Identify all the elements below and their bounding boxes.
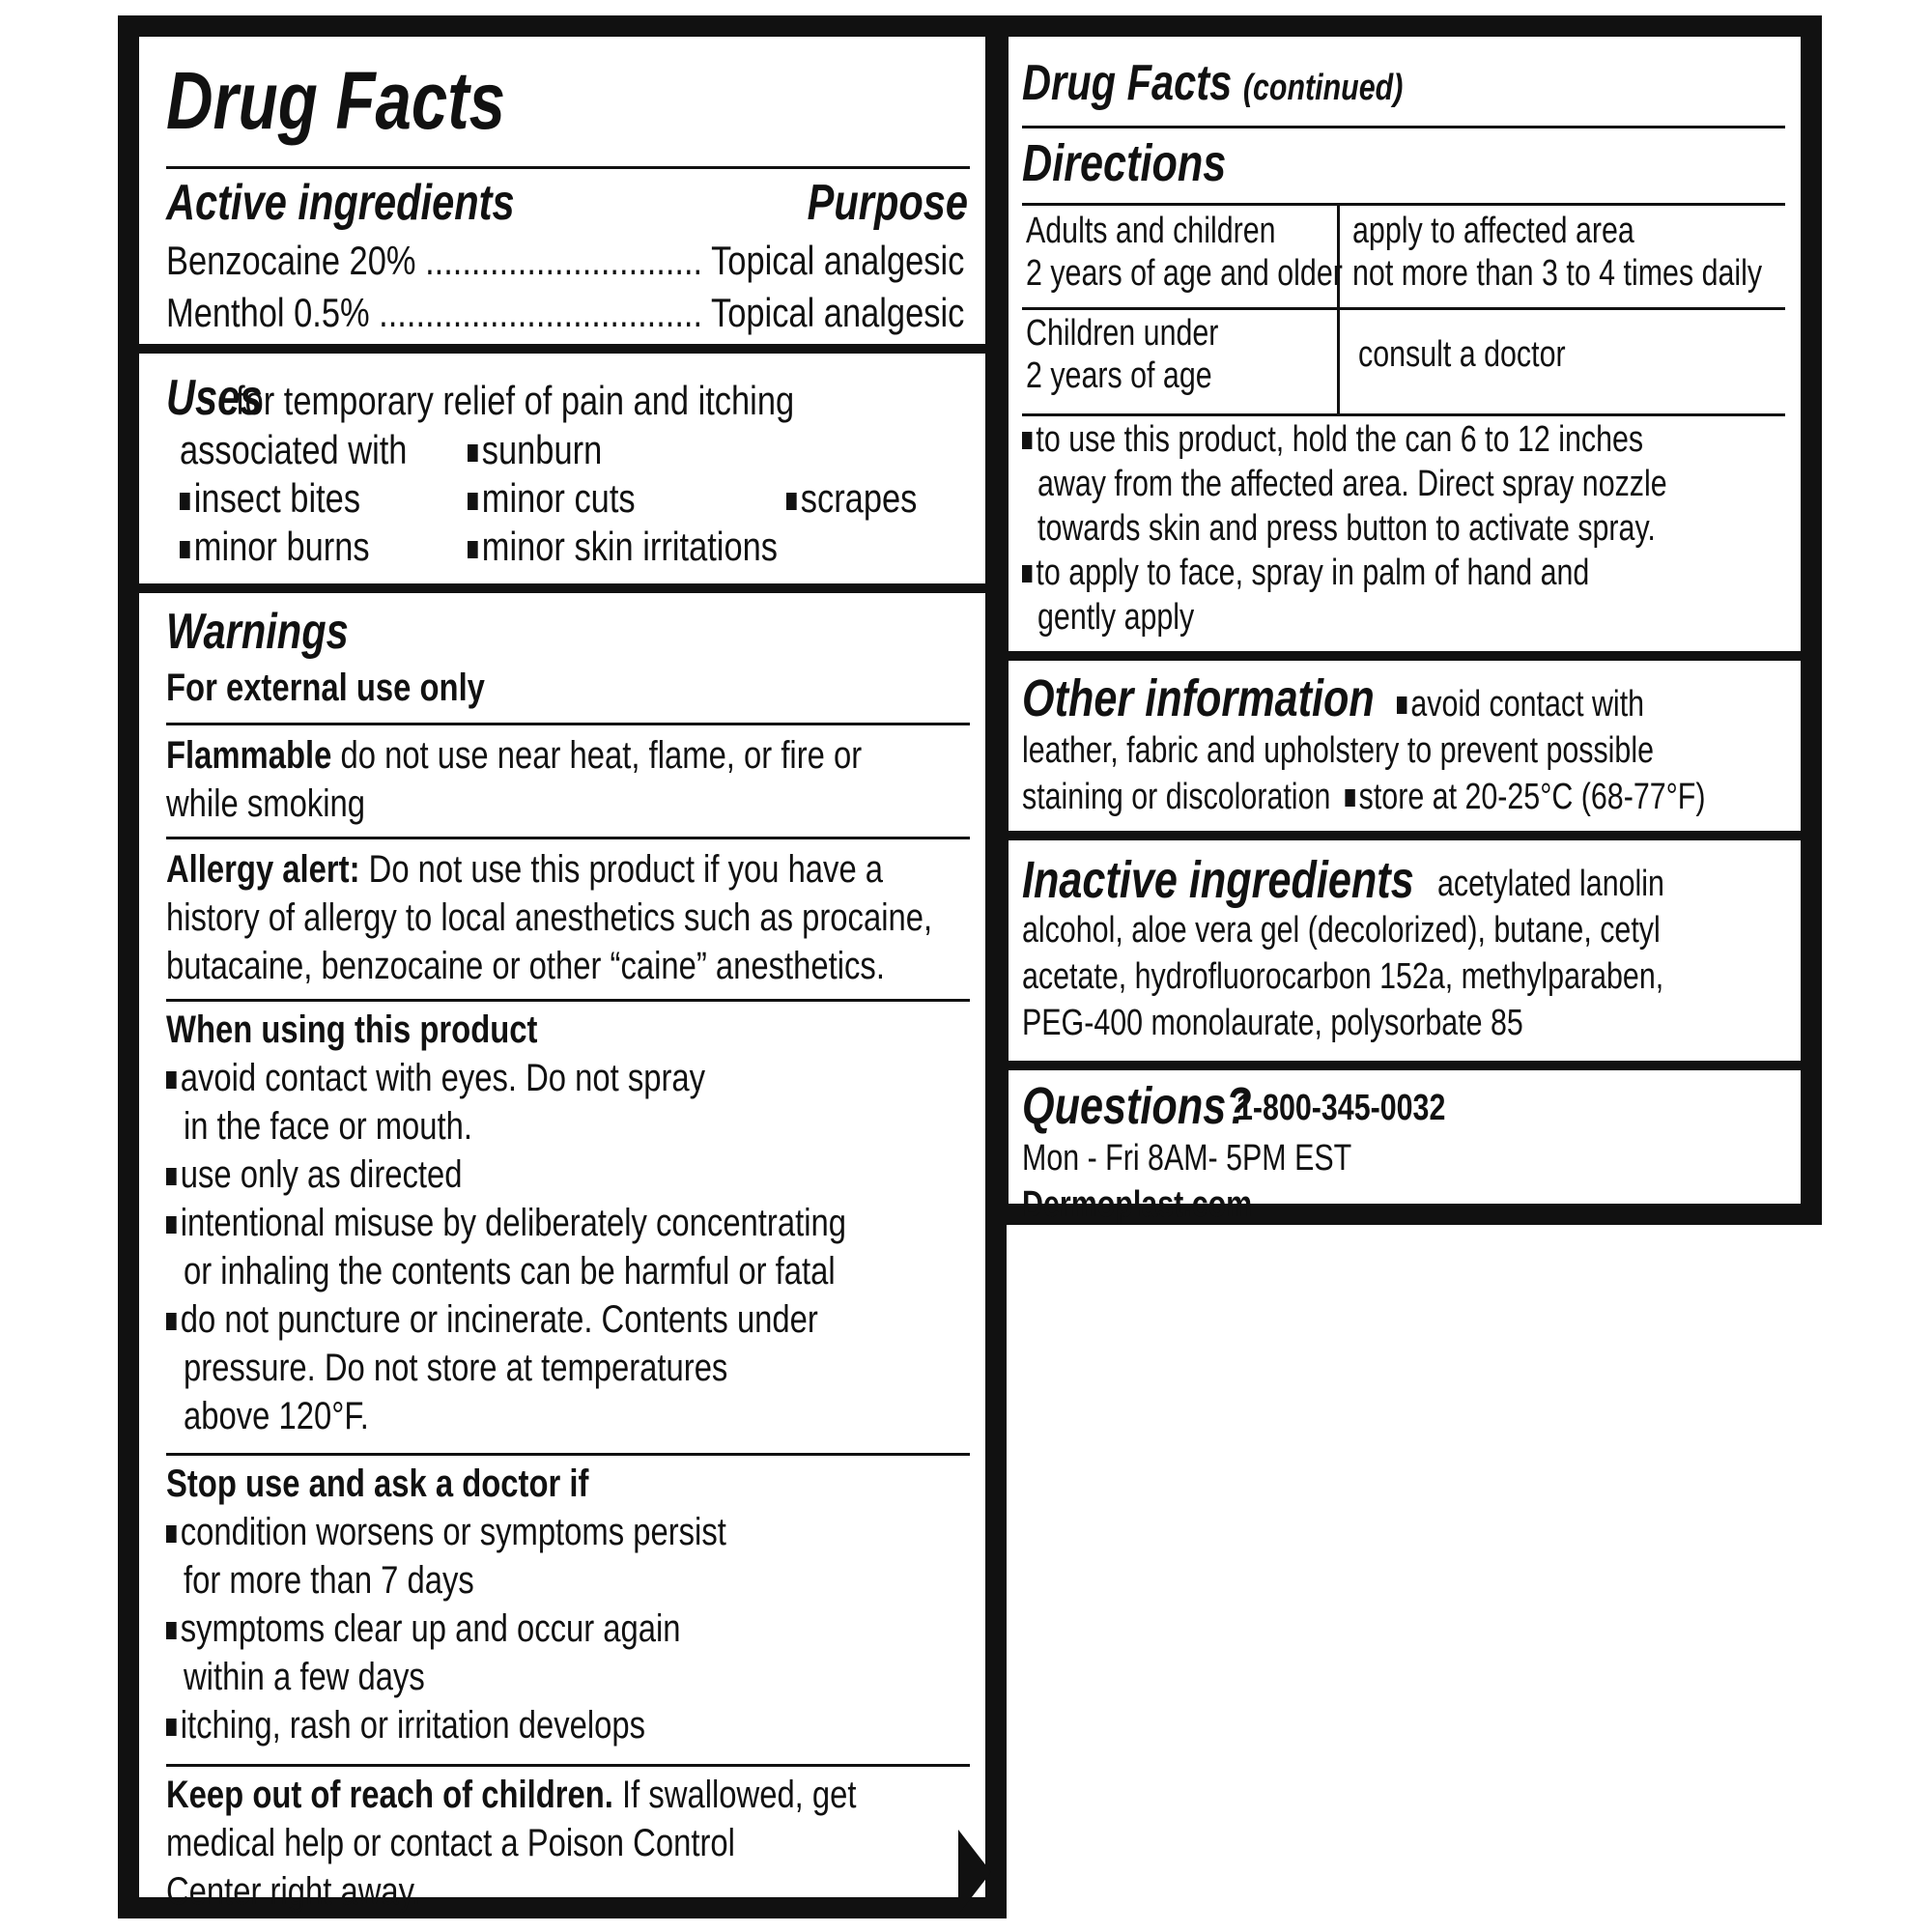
allergy-alert: Allergy alert: Do not use this product if you have a [166, 848, 884, 891]
drug-facts-continued-title: Drug Facts (continued) [1022, 55, 1404, 111]
section-band [1009, 1061, 1801, 1070]
directions-who-cell: Adults and children [1026, 211, 1276, 251]
directions-what-cell: consult a doctor [1358, 334, 1566, 375]
other-information: Other information [1022, 669, 1375, 727]
table-divider [1022, 413, 1785, 416]
directions-who-cell: Children under [1026, 313, 1219, 354]
table-divider [1022, 307, 1785, 310]
use-item: sunburn [468, 427, 632, 473]
directions-what-cell: apply to affected area [1352, 211, 1634, 251]
inactive-ingredients: Inactive ingredients [1022, 851, 1414, 909]
uses-intro-2: associated with [180, 427, 408, 472]
stop-use-line: within a few days [184, 1656, 425, 1698]
allergy-alert-2: history of allergy to local anesthetics such as procaine, [166, 896, 933, 939]
divider [1022, 126, 1785, 128]
directions-heading: Directions [1022, 134, 1227, 192]
keep-out-of-reach: Keep out of reach of children. If swallowed, get [166, 1774, 857, 1816]
other-information-l2: leather, fabric and upholstery to prevent possible [1022, 730, 1655, 771]
use-item: minor cuts [468, 475, 672, 522]
questions-heading: Questions? [1022, 1077, 1252, 1135]
active-row-2: Menthol 0.5% ................................... Topical analgesic [166, 290, 965, 335]
other-information-l3: staining or discoloration store at 20-25°C (68-77°F) [1022, 777, 1706, 817]
phone-number[interactable]: 1-800-345-0032 [1236, 1088, 1446, 1128]
divider [166, 1764, 970, 1767]
flammable-warning-2: while smoking [166, 782, 365, 825]
directions-line: away from the affected area. Direct spray nozzle [1037, 464, 1667, 504]
directions-line: to use this product, hold the can 6 to 12 inches [1022, 419, 1799, 461]
when-using-line: in the face or mouth. [184, 1105, 473, 1148]
divider [166, 999, 970, 1002]
stop-use-line: condition worsens or symptoms persist [166, 1511, 849, 1554]
allergy-alert-3: butacaine, benzocaine or other “caine” anesthetics. [166, 945, 885, 987]
when-using-line: intentional misuse by deliberately concentrating [166, 1202, 996, 1245]
directions-line: to apply to face, spray in palm of hand and [1022, 553, 1731, 594]
other-information-l1: avoid contact with [1397, 684, 1706, 725]
uses-intro: Usesfor temporary relief of pain and itching [166, 370, 795, 426]
use-item: minor skin irritations [468, 524, 845, 570]
when-using-line: use only as directed [166, 1153, 527, 1197]
use-item: scrapes [786, 475, 946, 522]
inactive-ingredients-l3: acetate, hydrofluorocarbon 152a, methylparaben, [1022, 956, 1664, 997]
drug-facts-title: Drug Facts [166, 55, 505, 146]
section-band [139, 583, 985, 593]
flammable-warning: Flammable do not use near heat, flame, or fire or [166, 734, 863, 777]
divider [166, 166, 970, 169]
drug-facts-right-panel [995, 15, 1822, 1225]
directions-line: towards skin and press button to activate spray. [1037, 508, 1656, 549]
active-ingredients-heading: Active ingredients [166, 175, 515, 231]
section-band [1009, 831, 1801, 840]
keep-out-of-reach-2: medical help or contact a Poison Control [166, 1822, 735, 1864]
active-row-1: Benzocaine 20% .............................. Topical analgesic [166, 238, 965, 283]
when-using-line: or inhaling the contents can be harmful or fatal [184, 1250, 836, 1293]
use-item: minor burns [180, 524, 412, 570]
divider [166, 1453, 970, 1456]
when-using-line: avoid contact with eyes. Do not spray [166, 1057, 824, 1100]
external-use-text: For external use only [166, 667, 485, 709]
inactive-ingredients-l2: alcohol, aloe vera gel (decolorized), butane, cetyl [1022, 910, 1661, 951]
divider [166, 723, 970, 725]
directions-who-cell: 2 years of age and older [1026, 253, 1343, 294]
when-using-heading: When using this product [166, 1009, 538, 1051]
directions-line: gently apply [1037, 597, 1195, 638]
website-link[interactable]: Dermoplast.com [1022, 1184, 1253, 1225]
hours-text: Mon - Fri 8AM- 5PM EST [1022, 1138, 1352, 1179]
table-divider [1022, 203, 1785, 206]
directions-what-cell: not more than 3 to 4 times daily [1352, 253, 1763, 294]
when-using-line: do not puncture or incinerate. Contents under [166, 1298, 961, 1342]
directions-who-cell: 2 years of age [1026, 355, 1212, 396]
drug-facts-left-panel [118, 15, 1007, 1918]
continue-arrow-icon [958, 1830, 991, 1915]
inactive-ingredients-l4: PEG-400 monolaurate, polysorbate 85 [1022, 1003, 1523, 1043]
section-band [1009, 651, 1801, 661]
stop-use-line: symptoms clear up and occur again [166, 1607, 793, 1651]
section-band [139, 344, 985, 354]
inactive-ingredients-l1: acetylated lanolin [1437, 864, 1664, 904]
use-item: insect bites [180, 475, 400, 522]
stop-use-heading: Stop use and ask a doctor if [166, 1463, 589, 1505]
stop-use-line: itching, rash or irritation develops [166, 1704, 751, 1747]
purpose-heading: Purpose [807, 175, 968, 231]
stop-use-line: for more than 7 days [184, 1559, 474, 1602]
when-using-line: pressure. Do not store at temperatures [184, 1347, 728, 1389]
keep-out-of-reach-3: Center right away. [166, 1870, 421, 1913]
when-using-line: above 120°F. [184, 1395, 369, 1437]
warnings-heading: Warnings [166, 604, 349, 660]
divider [166, 837, 970, 839]
